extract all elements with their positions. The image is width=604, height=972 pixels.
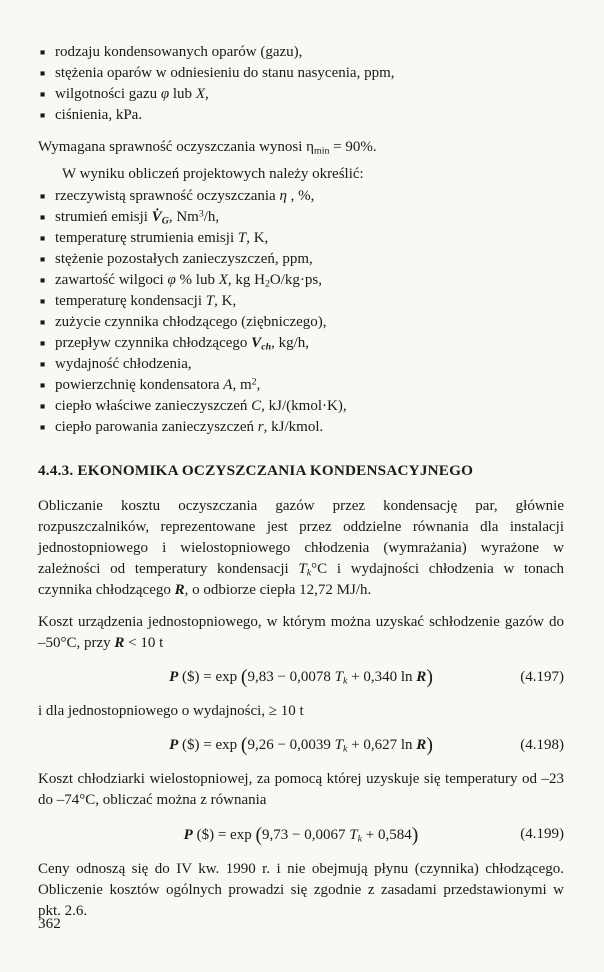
equation-number: (4.197): [520, 669, 564, 685]
bullet-square-icon: ■: [40, 422, 46, 432]
required-efficiency-text: Wymagana sprawność oczyszczania wynosi $\eta_{min} = 90\%$.: [38, 139, 377, 157]
list-item-text: rodzaju kondensowanych oparów (gazu),: [55, 44, 303, 60]
bullet-square-icon: ■: [40, 338, 46, 348]
list-item: [40, 417, 564, 438]
bullet-square-icon: ■: [40, 275, 46, 285]
economics-intro-paragraph: Obliczanie kosztu oczyszczania gazów przez kondensację par, głównie rozpuszczalników, reprezentowane jest przez oddzielne równania dla instalacji jednostopniowego i wielostopniowego chłodzenia (wymrażania) wyrażone w zależności od temperatury kondensacji $T_k^\circ C$ i wydajności chłodzenia w tonach czynnika chłodzącego R, o odbiorze ciepła 12,72 MJ/h.: [38, 498, 564, 598]
bullet-square-icon: ■: [40, 401, 46, 411]
list-item: [40, 207, 564, 228]
list-item: [40, 105, 564, 126]
design-results-intro: W wyniku obliczeń projektowych należy określić:: [62, 166, 364, 182]
single-stage-cost-paragraph: Koszt urządzenia jednostopniowego, w którym można uzyskać schłodzenie gazów do –50°C, przy R < 10 t: [38, 614, 564, 651]
bullet-square-icon: ■: [40, 110, 46, 120]
bullet-square-icon: ■: [40, 212, 46, 222]
list-item-text: ciepło parowania zanieczyszczeń r, kJ/kmol.: [55, 419, 324, 435]
equation-number: (4.199): [520, 826, 564, 843]
bullet-square-icon: ■: [40, 68, 46, 78]
list-item: [40, 291, 564, 312]
list-item-text: ciśnienia, kPa.: [55, 107, 143, 123]
list-item: [40, 396, 564, 417]
bullet-square-icon: ■: [40, 233, 46, 243]
equation-single-stage: P ($) = exp (9,83 − 0,0078 $T_k + 0,340$ ln R): [169, 666, 433, 688]
page-number: 362: [38, 915, 61, 932]
equation-row: [38, 735, 564, 756]
list-item: [40, 312, 564, 333]
list-item: [40, 354, 564, 375]
single-stage-capacity-paragraph: i dla jednostopniowego o wydajności, ≥ 10 t: [38, 703, 304, 720]
equation-row: [38, 824, 564, 845]
list-item-text: ciepło właściwe zanieczyszczeń C, kJ/(kmol·K),: [55, 398, 347, 414]
bullet-square-icon: ■: [40, 317, 46, 327]
list-item: [40, 270, 564, 291]
section-heading: 4.4.3. EKONOMIKA OCZYSZCZANIA KONDENSACYJNEGO: [38, 462, 474, 479]
list-item-text: zawartość wilgoci φ % lub X, kg $H_2O/kg\cdot ps$,: [55, 272, 322, 290]
equation-single-stage-large: P ($) = exp (9,26 − 0,0039 $T_k + 0,627$ ln R): [169, 734, 433, 757]
equation-row: [38, 667, 564, 688]
list-item: [40, 375, 564, 396]
list-item: [40, 63, 564, 84]
condensation-parameters-list: [38, 42, 564, 126]
bullet-square-icon: ■: [40, 296, 46, 306]
list-item: [40, 333, 564, 354]
bullet-square-icon: ■: [40, 191, 46, 201]
bullet-square-icon: ■: [40, 380, 46, 390]
bullet-square-icon: ■: [40, 47, 46, 57]
list-item-text: temperaturę kondensacji T, K,: [55, 293, 237, 309]
list-item-text: temperaturę strumienia emisji T, K,: [55, 230, 269, 246]
equation-number: (4.198): [520, 737, 564, 754]
bullet-square-icon: ■: [40, 89, 46, 99]
list-item-text: wilgotności gazu φ lub X,: [55, 86, 209, 102]
equation-multi-stage: P ($) = exp (9,73 − 0,0067 $T_k + 0,584$): [183, 823, 419, 846]
bullet-square-icon: ■: [40, 254, 46, 264]
price-note-paragraph: Ceny odnoszą się do IV kw. 1990 r. i nie obejmują płynu (czynnika) chłodzącego. Obliczenie kosztów ogólnych prowadzi się zgodnie z zasadami przedstawionymi w pkt. 2.6.: [38, 860, 564, 919]
list-item-text: stężenia oparów w odniesieniu do stanu nasycenia, ppm,: [55, 65, 395, 81]
list-item-text: rzeczywistą sprawność oczyszczania η , %,: [55, 188, 315, 204]
list-item: [40, 228, 564, 249]
list-item-text: strumień emisji $V̇_G$, Nm$^3$/h,: [55, 208, 220, 227]
list-item-text: przepływ czynnika chłodzącego $V_{ch}$, kg/h,: [55, 335, 309, 353]
bullet-square-icon: ■: [40, 359, 46, 369]
list-item-text: powierzchnię kondensatora A, $m^2$,: [55, 376, 261, 393]
list-item: [40, 249, 564, 270]
list-item-text: stężenie pozostałych zanieczyszczeń, ppm,: [55, 251, 313, 267]
list-item: [40, 42, 564, 63]
design-results-list: [38, 186, 564, 438]
list-item-text: zużycie czynnika chłodzącego (ziębniczego),: [55, 314, 327, 330]
list-item-text: wydajność chłodzenia,: [55, 356, 192, 372]
list-item: [40, 84, 564, 105]
list-item: [40, 186, 564, 207]
multi-stage-cost-paragraph: Koszt chłodziarki wielostopniowej, za pomocą której uzyskuje się temperatury od –23 do –74°C, obliczać można z równania: [38, 771, 564, 809]
